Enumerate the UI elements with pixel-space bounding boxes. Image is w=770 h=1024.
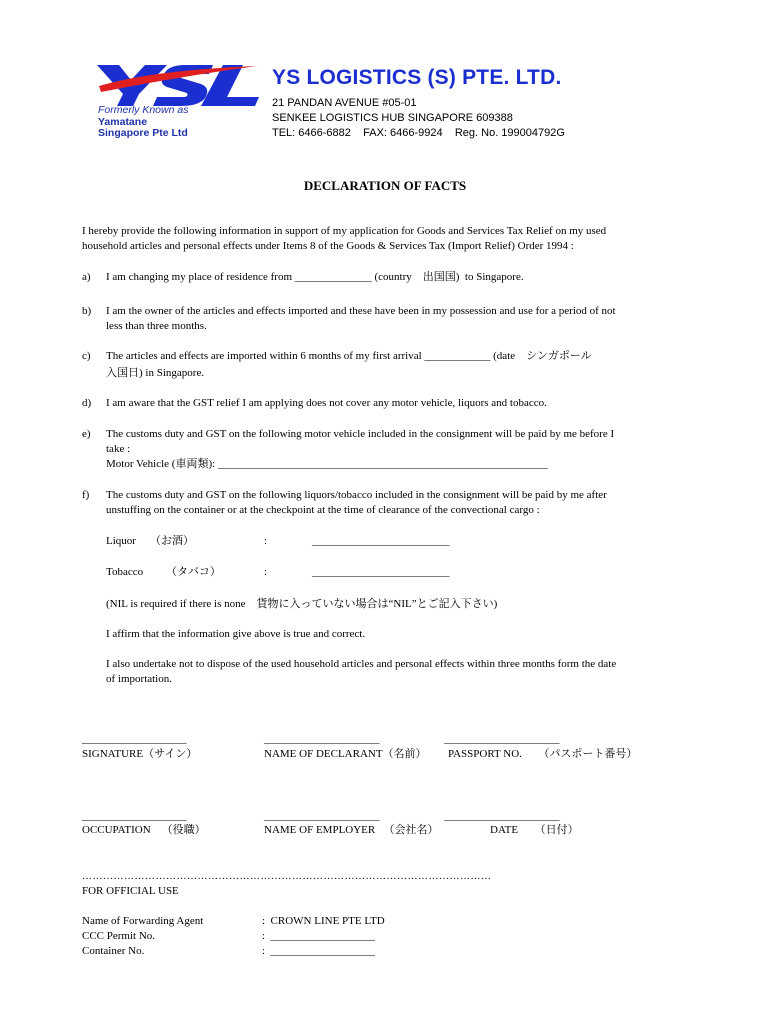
item-marker: a) xyxy=(82,271,91,283)
item-f-text: The customs duty and GST on the following liquors/tobacco included in the consignment will be paid by me after xyxy=(106,489,607,501)
liquor-label: Liquor xyxy=(106,535,136,547)
official-row-value: : CROWN LINE PTE LTD xyxy=(262,915,385,927)
item-e-text: take : xyxy=(106,443,131,455)
item-marker: e) xyxy=(82,428,91,440)
logo-line-formerly: Formerly Known as xyxy=(98,104,189,116)
signature-line: ___________________ xyxy=(82,733,187,745)
occupation-label: OCCUPATION （役職） xyxy=(82,824,206,836)
tobacco-field: _________________________ xyxy=(312,566,450,578)
item-marker: f) xyxy=(82,489,90,501)
item-d-text: I am aware that the GST relief I am applying does not cover any motor vehicle, liquors and tobacco. xyxy=(106,397,547,409)
contact-line: TEL: 6466-6882 FAX: 6466-9924 Reg. No. 199004792G xyxy=(272,127,565,139)
item-e-text: The customs duty and GST on the following motor vehicle included in the consignment will be paid by me before I xyxy=(106,428,615,440)
intro-line: I hereby provide the following information in support of my application for Goods and Services Tax Relief on my used xyxy=(82,225,607,237)
item-a-text: I am changing my place of residence from ______________ (country 出国国) to Singapore. xyxy=(106,271,524,283)
signature-label: SIGNATURE（サイン） xyxy=(82,748,198,760)
passport-label: PASSPORT NO. （パスポート番号） xyxy=(448,748,638,760)
declarant-line: _____________________ xyxy=(264,733,380,745)
liquor-jp-label: （お酒） xyxy=(150,535,194,547)
undertake-statement: I also undertake not to dispose of the used household articles and personal effects within three months form the date xyxy=(106,658,617,670)
item-marker: c) xyxy=(82,350,91,362)
intro-line: household articles and personal effects under Items 8 of the Goods & Services Tax (Import Relief) Order 1994 : xyxy=(82,240,574,252)
tobacco-label: Tobacco xyxy=(106,566,144,578)
tobacco-jp-label: （タバコ） xyxy=(166,566,221,578)
dotted-divider: ……………………………………………………………………………………………………… xyxy=(82,871,492,882)
official-row-label: CCC Permit No. xyxy=(82,930,156,942)
undertake-statement: of importation. xyxy=(106,673,172,685)
item-f-text: unstuffing on the container or at the checkpoint at the time of clearance of the convectional cargo : xyxy=(106,504,540,516)
date-line: _____________________ xyxy=(444,810,560,822)
occupation-line: ___________________ xyxy=(82,810,187,822)
logo-caption xyxy=(98,105,188,140)
liquor-colon: : xyxy=(264,535,268,547)
logo-line-yamatane: Yamatane xyxy=(98,115,148,128)
address-line: SENKEE LOGISTICS HUB SINGAPORE 609388 xyxy=(272,112,513,124)
passport-line: _____________________ xyxy=(444,733,560,745)
item-c-text: The articles and effects are imported within 6 months of my first arrival ____________ (date シンガポール xyxy=(106,350,592,362)
official-use-heading: FOR OFFICIAL USE xyxy=(82,885,179,897)
company-name: YS LOGISTICS (S) PTE. LTD. xyxy=(272,66,562,89)
employer-label: NAME OF EMPLOYER （会社名） xyxy=(264,824,439,836)
document-title: DECLARATION OF FACTS xyxy=(303,178,467,193)
company-address xyxy=(272,96,565,141)
item-b-text: I am the owner of the articles and effects imported and these have been in my possession and use for a period of not xyxy=(106,305,616,317)
item-marker: d) xyxy=(82,397,92,409)
tobacco-colon: : xyxy=(264,566,268,578)
date-label: DATE （日付） xyxy=(490,824,579,836)
item-b-text: less than three months. xyxy=(106,320,207,332)
liquor-field: _________________________ xyxy=(312,535,450,547)
affirm-statement: I affirm that the information give above is true and correct. xyxy=(106,628,366,640)
official-row-label: Container No. xyxy=(82,945,145,957)
logo-line-singapore: Singapore Pte Ltd xyxy=(98,127,188,139)
official-row-value: : ___________________ xyxy=(262,945,376,957)
declarant-label: NAME OF DECLARANT（名前） xyxy=(264,748,427,760)
nil-note: (NIL is required if there is none 貨物に入っていない場合は“NIL”とご記入下さい) xyxy=(106,598,498,610)
official-row-value: : ___________________ xyxy=(262,930,376,942)
item-c-text: 入国日) in Singapore. xyxy=(106,367,205,379)
motor-vehicle-field: Motor Vehicle (車両類): ____________________________________________________________ xyxy=(106,458,548,470)
address-line: 21 PANDAN AVENUE #05-01 xyxy=(272,97,417,109)
item-marker: b) xyxy=(82,305,92,317)
official-row-label: Name of Forwarding Agent xyxy=(82,915,204,927)
employer-line: _____________________ xyxy=(264,810,380,822)
